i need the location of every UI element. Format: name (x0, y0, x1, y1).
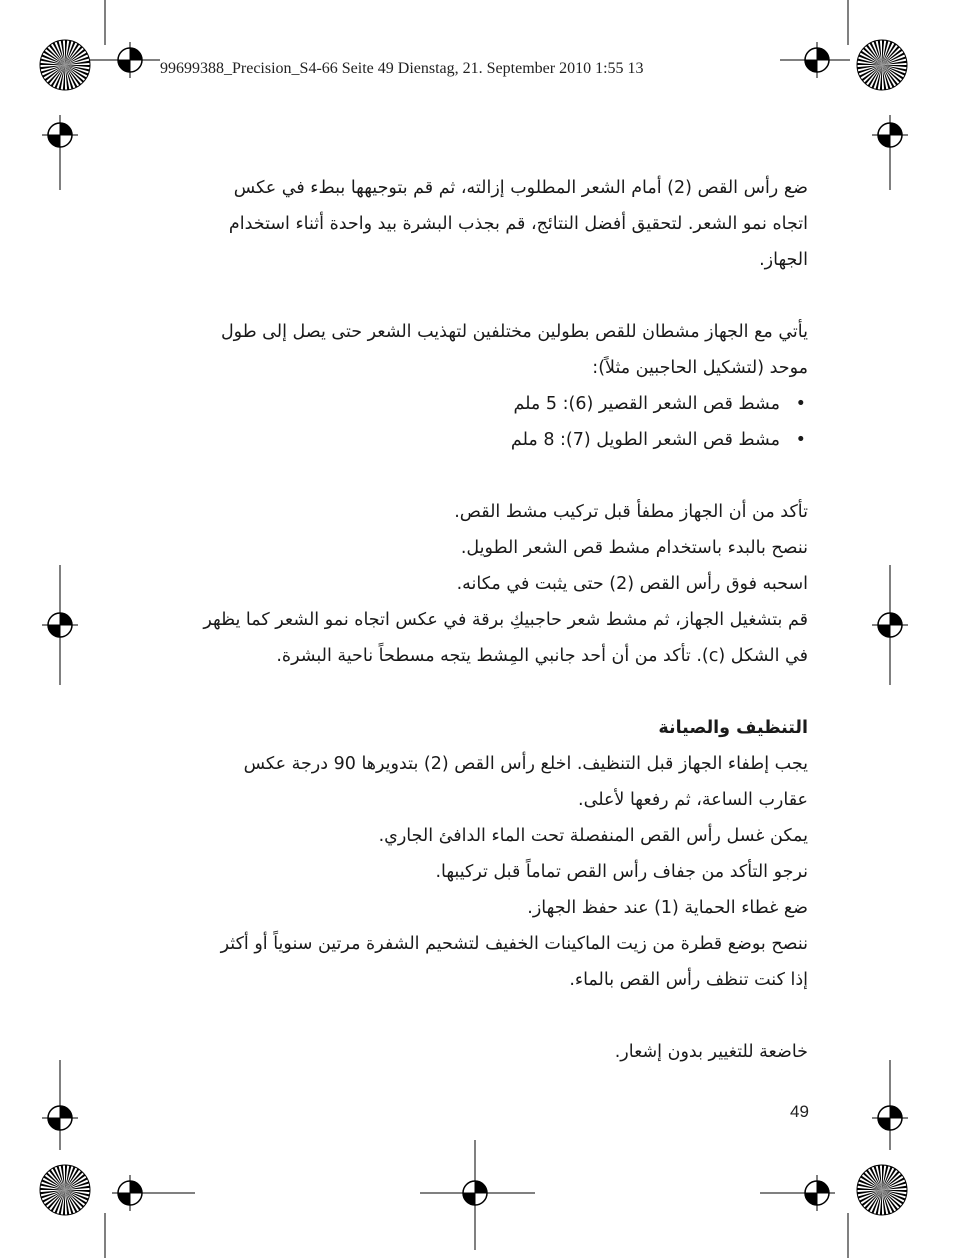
instructions-line-4: قم بتشغيل الجهاز، ثم مشط شعر حاجبيكِ برقة في عكس اتجاه نمو الشعر كما يظهر (203, 610, 808, 630)
registration-target-left-middle (42, 607, 78, 643)
cleaning-line-6: ننصح بوضع قطرة من زيت الماكينات الخفيف لتشحيم الشفرة مرتين سنوياً أو أكثر (220, 934, 808, 954)
cleaning-line-1: يجب إطفاء الجهاز قبل التنظيف. اخلع رأس القص (2) بتدويرها 90 درجة عكس (243, 754, 808, 774)
registration-target-bottom-right (799, 1175, 835, 1211)
section-instructions (140, 494, 808, 674)
registration-target-right-lower (872, 1100, 908, 1136)
list-item: • مشط قص الشعر القصير (6): 5 ملم (140, 386, 808, 422)
instructions-line-5: في الشكل (c). تأكد من أن أحد جانبي المِشط يتجه مسطحاً ناحية البشرة. (276, 646, 808, 666)
registration-target-top-right (799, 42, 835, 78)
intro-line-3: الجهاز. (759, 250, 808, 270)
cleaning-line-2: عقارب الساعة، ثم رفعها لأعلى. (578, 790, 808, 810)
registration-target-right-upper (872, 117, 908, 153)
cleaning-line-5: ضع غطاء الحماية (1) عند حفظ الجهاز. (527, 898, 808, 918)
instructions-line-3: اسحبه فوق رأس القص (2) حتى يثبت في مكانه. (456, 574, 808, 594)
change-notice: خاضعة للتغيير بدون إشعار. (614, 1042, 808, 1062)
starburst-mark-bottom-right (857, 1165, 907, 1215)
section-intro (140, 170, 808, 278)
registration-target-left-lower (42, 1100, 78, 1136)
combs-line-2: موحد (لتشكيل الحاجبين مثلاً): (592, 358, 808, 378)
starburst-mark-top-right (857, 40, 907, 90)
section-notice (140, 1034, 808, 1070)
section-combs (140, 314, 808, 458)
registration-target-left-upper (42, 117, 78, 153)
cleaning-line-4: نرجو التأكد من جفاف رأس القص تماماً قبل تركيبها. (435, 862, 808, 882)
print-slug-header: 99699388_Precision_S4-66 Seite 49 Dienstag, 21. September 2010 1:55 13 (160, 60, 644, 77)
page-number: 49 (790, 1102, 809, 1121)
starburst-mark-top-left (40, 40, 90, 90)
instructions-line-2: ننصح بالبدء باستخدام مشط قص الشعر الطويل. (460, 538, 808, 558)
cleaning-line-3: يمكن غسل رأس القص المنفصلة تحت الماء الدافئ الجاري. (378, 826, 808, 846)
intro-line-2: اتجاه نمو الشعر. لتحقيق أفضل النتائج، قم بجذب البشرة بيد واحدة أثناء استخدام (228, 214, 808, 234)
cleaning-line-7: إذا كنت تنظف رأس القص بالماء. (569, 970, 808, 990)
combs-line-1: يأتي مع الجهاز مشطان للقص بطولين مختلفين لتهذيب الشعر حتى يصل إلى طول (220, 322, 808, 342)
intro-line-1: ضع رأس القص (2) أمام الشعر المطلوب إزالته، ثم قم بتوجيهها ببطء في عكس (233, 178, 808, 198)
registration-target-top-left (112, 42, 148, 78)
registration-target-right-middle (872, 607, 908, 643)
instructions-line-1: تأكد من أن الجهاز مطفأ قبل تركيب مشط القص. (454, 502, 808, 522)
registration-target-bottom-left (112, 1175, 148, 1211)
section-cleaning (140, 710, 808, 998)
cleaning-heading: التنظيف والصيانة (658, 718, 808, 738)
list-item: • مشط قص الشعر الطويل (7): 8 ملم (140, 422, 808, 458)
starburst-mark-bottom-left (40, 1165, 90, 1215)
page-content (140, 170, 808, 1070)
combs-list (140, 386, 808, 458)
registration-target-bottom-center (457, 1175, 493, 1211)
